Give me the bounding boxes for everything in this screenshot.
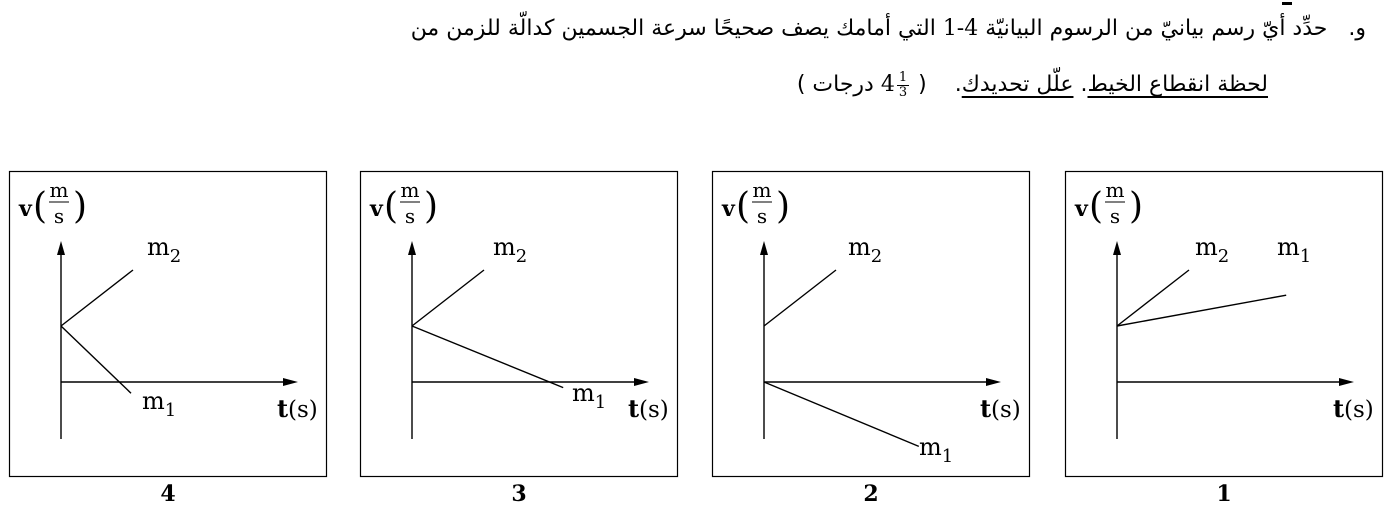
t-axis-arrow [283, 378, 298, 386]
unit-paren-close: ) [424, 186, 439, 227]
line-m1 [61, 326, 131, 393]
v-axis-arrow [408, 241, 416, 255]
label-m2: $m_2$ [1195, 233, 1230, 267]
v-axis-symbol: v [370, 196, 383, 222]
score-whole: 4 [880, 72, 895, 97]
line-m1 [764, 382, 919, 446]
t-axis-unit: (s) [639, 397, 669, 423]
question-line-2: لحظة انقطاع الخيط. علّل تحديدك. ( 4 $\frac{1}{3}$ درجات ) [796, 69, 1268, 100]
top-edge-mark [1282, 2, 1292, 5]
unit-paren-close: ) [1129, 186, 1144, 227]
unit-paren-close: ) [73, 186, 88, 227]
label-m1: $m_1$ [919, 433, 954, 467]
t-axis-symbol: t [980, 394, 992, 423]
v-axis-symbol: v [1075, 196, 1088, 222]
label-m1: $m_1$ [572, 379, 607, 413]
v-unit-denominator: s [53, 204, 65, 228]
graph-3-number: 3 [511, 481, 527, 507]
t-axis-symbol: t [628, 394, 640, 423]
line-m1 [412, 326, 563, 388]
underlined-phrase-justify: علّل تحديدك [961, 72, 1074, 97]
line-m1 [1117, 295, 1286, 326]
question-text-end: التي أمامك يصف صحيحًا سرعة الجسمين كدالّة للزمن من [410, 16, 936, 41]
line-m2 [61, 270, 133, 326]
unit-paren-close: ) [776, 186, 791, 227]
v-unit-denominator: s [404, 204, 416, 228]
question-line-1 [411, 14, 1366, 44]
v-axis-symbol: v [19, 196, 32, 222]
v-unit-numerator: m [752, 178, 772, 202]
line-m2 [412, 270, 484, 326]
figure-reference: 1-4 [942, 16, 979, 41]
v-axis-arrow [760, 241, 768, 255]
graph-1-number: 1 [1216, 481, 1232, 507]
unit-paren-open: ( [33, 186, 48, 227]
graph-1 [1065, 171, 1383, 477]
label-m2: $m_2$ [147, 233, 182, 267]
graph-4-number: 4 [160, 481, 176, 507]
t-axis-unit: (s) [991, 397, 1021, 423]
line-m2 [1117, 270, 1189, 326]
graph-3 [360, 171, 678, 477]
t-axis-arrow [1339, 378, 1354, 386]
t-axis-symbol: t [277, 394, 289, 423]
unit-paren-open: ( [736, 186, 751, 227]
graph-2 [712, 171, 1030, 477]
t-axis-arrow [986, 378, 1001, 386]
t-axis-symbol: t [1333, 394, 1345, 423]
question-text-start: حدِّد أيّ رسم بيانيّ من الرسوم البيانيّة [985, 16, 1328, 41]
unit-paren-open: ( [384, 186, 399, 227]
label-m1: $m_1$ [1277, 233, 1312, 267]
item-letter: و. [1348, 16, 1366, 41]
label-m2: $m_2$ [848, 233, 883, 267]
v-axis-arrow [57, 241, 65, 255]
label-m1: $m_1$ [142, 387, 177, 421]
v-unit-numerator: m [1105, 178, 1125, 202]
v-unit-numerator: m [400, 178, 420, 202]
score-fraction: $\frac{1}{3}$ [898, 69, 908, 100]
label-m2: $m_2$ [493, 233, 528, 267]
t-axis-arrow [634, 378, 649, 386]
score-unit: درجات [812, 72, 874, 97]
graph-4 [9, 171, 327, 477]
underlined-phrase-string-cut: لحظة انقطاع الخيط [1087, 72, 1268, 97]
t-axis-unit: (s) [288, 397, 318, 423]
v-unit-numerator: m [49, 178, 69, 202]
score-note: ( 4 $\frac{1}{3}$ درجات ) [796, 69, 927, 100]
v-axis-arrow [1113, 241, 1121, 255]
v-unit-denominator: s [1109, 204, 1121, 228]
unit-paren-open: ( [1089, 186, 1104, 227]
v-axis-symbol: v [722, 196, 735, 222]
graph-2-number: 2 [863, 481, 879, 507]
line-m2 [764, 270, 836, 326]
v-unit-denominator: s [756, 204, 768, 228]
t-axis-unit: (s) [1344, 397, 1374, 423]
